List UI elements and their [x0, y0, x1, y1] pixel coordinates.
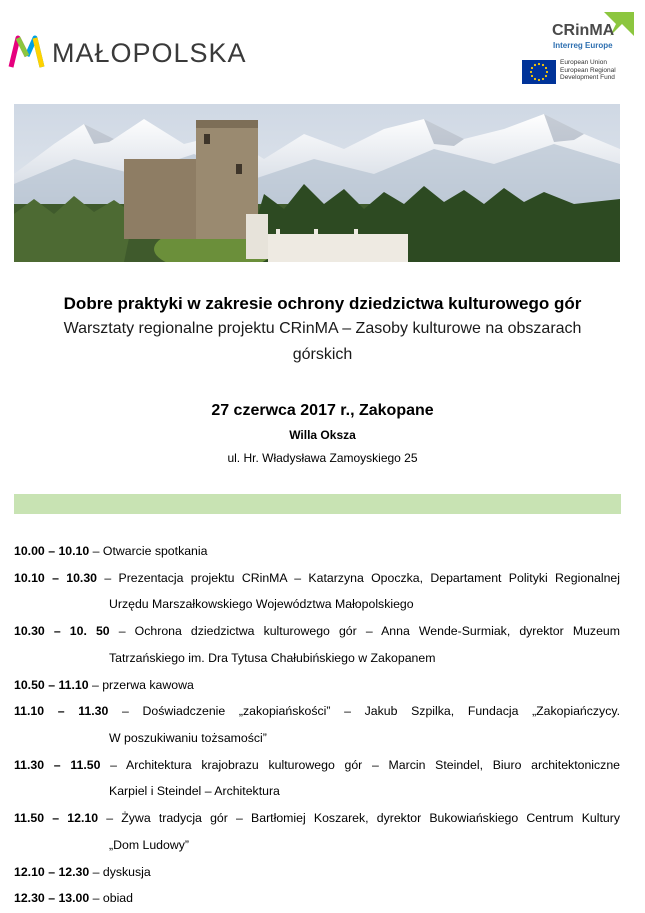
eu-text-line: European Union — [560, 59, 607, 66]
agenda-time: 11.50 – 12.10 — [14, 811, 99, 825]
agenda-line — [14, 698, 620, 725]
event-subtitle-line: Warsztaty regionalne projektu CRinMA – Zasoby kulturowe na obszarach — [63, 320, 582, 337]
agenda-item — [14, 618, 620, 671]
agenda-line — [14, 805, 620, 832]
event-subtitle-line: górskich — [292, 346, 353, 363]
agenda-time: 10.10 – 10.30 — [14, 570, 98, 585]
agenda-text-continued: Urzędu Marszałkowskiego Województwa Małopolskiego — [109, 597, 414, 611]
section-divider — [14, 494, 621, 514]
malopolska-m-icon — [8, 34, 46, 70]
crinma-logo-text: CRinMA — [552, 22, 615, 39]
agenda-text-continued: Tatrzańskiego im. Dra Tytusa Chałubińskiego w Zakopanem — [109, 650, 436, 665]
agenda-time: 10.30 – 10. 50 — [14, 624, 110, 638]
agenda-time: 10.00 – 10.10 — [14, 544, 90, 558]
agenda-time: 12.10 – 12.30 — [14, 864, 90, 879]
malopolska-logo-text: MAŁOPOLSKA — [52, 38, 247, 68]
agenda-text: – przerwa kawowa — [88, 677, 194, 692]
agenda-time: 11.10 – 11.30 — [14, 704, 109, 718]
agenda-text-continued: „Dom Ludowy” — [109, 837, 189, 852]
agenda-item — [14, 698, 620, 751]
agenda-text: – Prezentacja projektu CRinMA – Katarzyna Opoczka, Departament Polityki Regionalnej — [97, 570, 621, 585]
agenda-item — [14, 538, 620, 565]
agenda-line — [14, 565, 620, 592]
agenda-line — [14, 859, 620, 886]
event-address: ul. Hr. Władysława Zamoyskiego 25 — [227, 451, 418, 465]
interreg-text: Interreg Europe — [553, 41, 613, 50]
eu-fund-text — [560, 59, 640, 82]
agenda-time: 11.30 – 11.50 — [14, 757, 101, 772]
agenda-line — [14, 752, 620, 779]
agenda-item — [14, 805, 620, 858]
agenda-text-continued: W poszukiwaniu tożsamości” — [109, 730, 267, 745]
malopolska-logo — [8, 34, 268, 70]
agenda-text: – Otwarcie spotkania — [89, 544, 208, 558]
agenda-item — [14, 672, 620, 699]
agenda-text: – Ochrona dziedzictwa kulturowego gór – Anna Wende-Surmiak, dyrektor Muzeum — [109, 624, 620, 638]
agenda-item — [14, 885, 620, 912]
agenda-text: – Architektura krajobrazu kulturowego gór – Marcin Steindel, Biuro architektoniczne — [100, 757, 620, 772]
banner-illustration — [14, 104, 620, 262]
agenda-item — [14, 752, 620, 805]
agenda-text-continued: Karpiel i Steindel – Architektura — [109, 784, 280, 798]
agenda-text: – Żywa tradycja gór – Bartłomiej Koszarek, dyrektor Bukowiańskiego Centrum Kultury — [98, 811, 620, 825]
event-heading — [0, 292, 645, 368]
agenda-time: 10.50 – 11.10 — [14, 677, 89, 692]
event-title: Dobre praktyki w zakresie ochrony dziedzictwa kulturowego gór — [63, 294, 582, 313]
eu-text-line: European Regional — [560, 66, 616, 74]
eu-text-line: Development Fund — [560, 74, 615, 81]
castle-mountains-banner — [14, 104, 620, 262]
agenda-line — [14, 538, 620, 565]
agenda-item — [14, 859, 620, 886]
agenda-text: – dyskusja — [89, 864, 151, 879]
eu-flag-icon — [522, 60, 556, 84]
agenda-line — [14, 885, 620, 912]
event-date-place: 27 czerwca 2017 r., Zakopane — [211, 402, 434, 419]
page-header — [0, 0, 645, 100]
crinma-logo — [520, 8, 640, 88]
event-venue: Willa Oksza — [289, 428, 356, 442]
agenda-text: – obiad — [89, 891, 133, 905]
agenda-text: – Doświadczenie „zakopiańskości” – Jakub Szpilka, Fundacja „Zakopiańczycy. — [108, 704, 620, 718]
agenda-time: 12.30 – 13.00 — [14, 891, 90, 905]
agenda-line — [14, 618, 620, 645]
agenda-line — [14, 672, 620, 699]
agenda-item — [14, 565, 620, 618]
